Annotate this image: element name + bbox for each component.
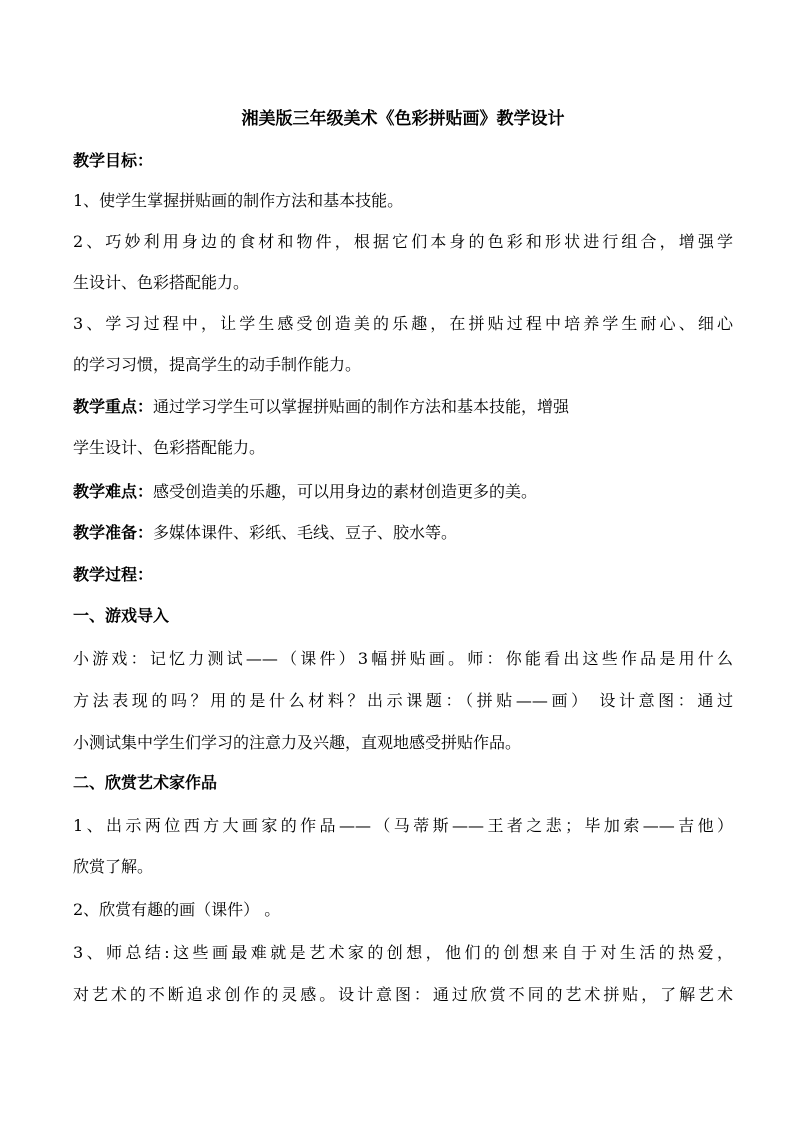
section1-line3: 小测试集中学生们学习的注意力及兴趣，直观地感受拼贴作品。: [73, 733, 522, 752]
section1-line2: 方法表现的吗？用的是什么材料？出示课题：（拼贴——画） 设计意图：通过: [73, 691, 733, 710]
key-points: [73, 397, 569, 417]
key-points-label: 教学重点：: [73, 397, 154, 416]
section1-heading: 一、游戏导入: [73, 606, 170, 625]
key-points-line2: 学生设计、色彩搭配能力。: [73, 438, 266, 457]
section2-item2: 2、欣赏有趣的画（课件） 。: [73, 900, 281, 919]
section2-item1-line2: 欣赏了解。: [73, 857, 154, 876]
preparation-text: 多媒体课件、彩纸、毛线、豆子、胶水等。: [153, 523, 458, 542]
objectives-heading: 教学目标：: [73, 151, 154, 170]
preparation-label: 教学准备：: [73, 523, 154, 542]
objective-3-line2: 的学习习惯，提高学生的动手制作能力。: [73, 355, 362, 374]
document-title: 湘美版三年级美术《色彩拼贴画》教学设计: [241, 109, 565, 129]
section2-item1-line1: 1、出示两位西方大画家的作品——（马蒂斯——王者之悲；毕加索——吉他）: [73, 816, 733, 835]
section2-heading: 二、欣赏艺术家作品: [73, 773, 218, 792]
objective-2-line1: 2、巧妙利用身边的食材和物件，根据它们本身的色彩和形状进行组合，增强学: [73, 232, 733, 251]
difficulties-text: 感受创造美的乐趣，可以用身边的素材创造更多的美。: [153, 482, 538, 501]
objective-1: 1、使学生掌握拼贴画的制作方法和基本技能。: [73, 191, 404, 210]
difficulties-label: 教学难点：: [73, 482, 154, 501]
key-points-text: 通过学习学生可以掌握拼贴画的制作方法和基本技能，增强: [153, 397, 570, 416]
objective-3-line1: 3、学习过程中，让学生感受创造美的乐趣，在拼贴过程中培养学生耐心、细心: [73, 314, 733, 333]
section2-item3-line2: 对艺术的不断追求创作的灵感。设计意图：通过欣赏不同的艺术拼贴，了解艺术: [73, 985, 733, 1004]
section2-item3-line1: 3、师总结:这些画最难就是艺术家的创想，他们的创想来自于对生活的热爱，: [73, 943, 733, 962]
process-heading: 教学过程：: [73, 565, 154, 584]
objective-2-line2: 生设计、色彩搭配能力。: [73, 273, 250, 292]
section1-line1: 小游戏：记忆力测试——（课件）3幅拼贴画。师：你能看出这些作品是用什么: [73, 649, 733, 668]
preparation: [73, 523, 457, 543]
difficulties: [73, 482, 537, 502]
